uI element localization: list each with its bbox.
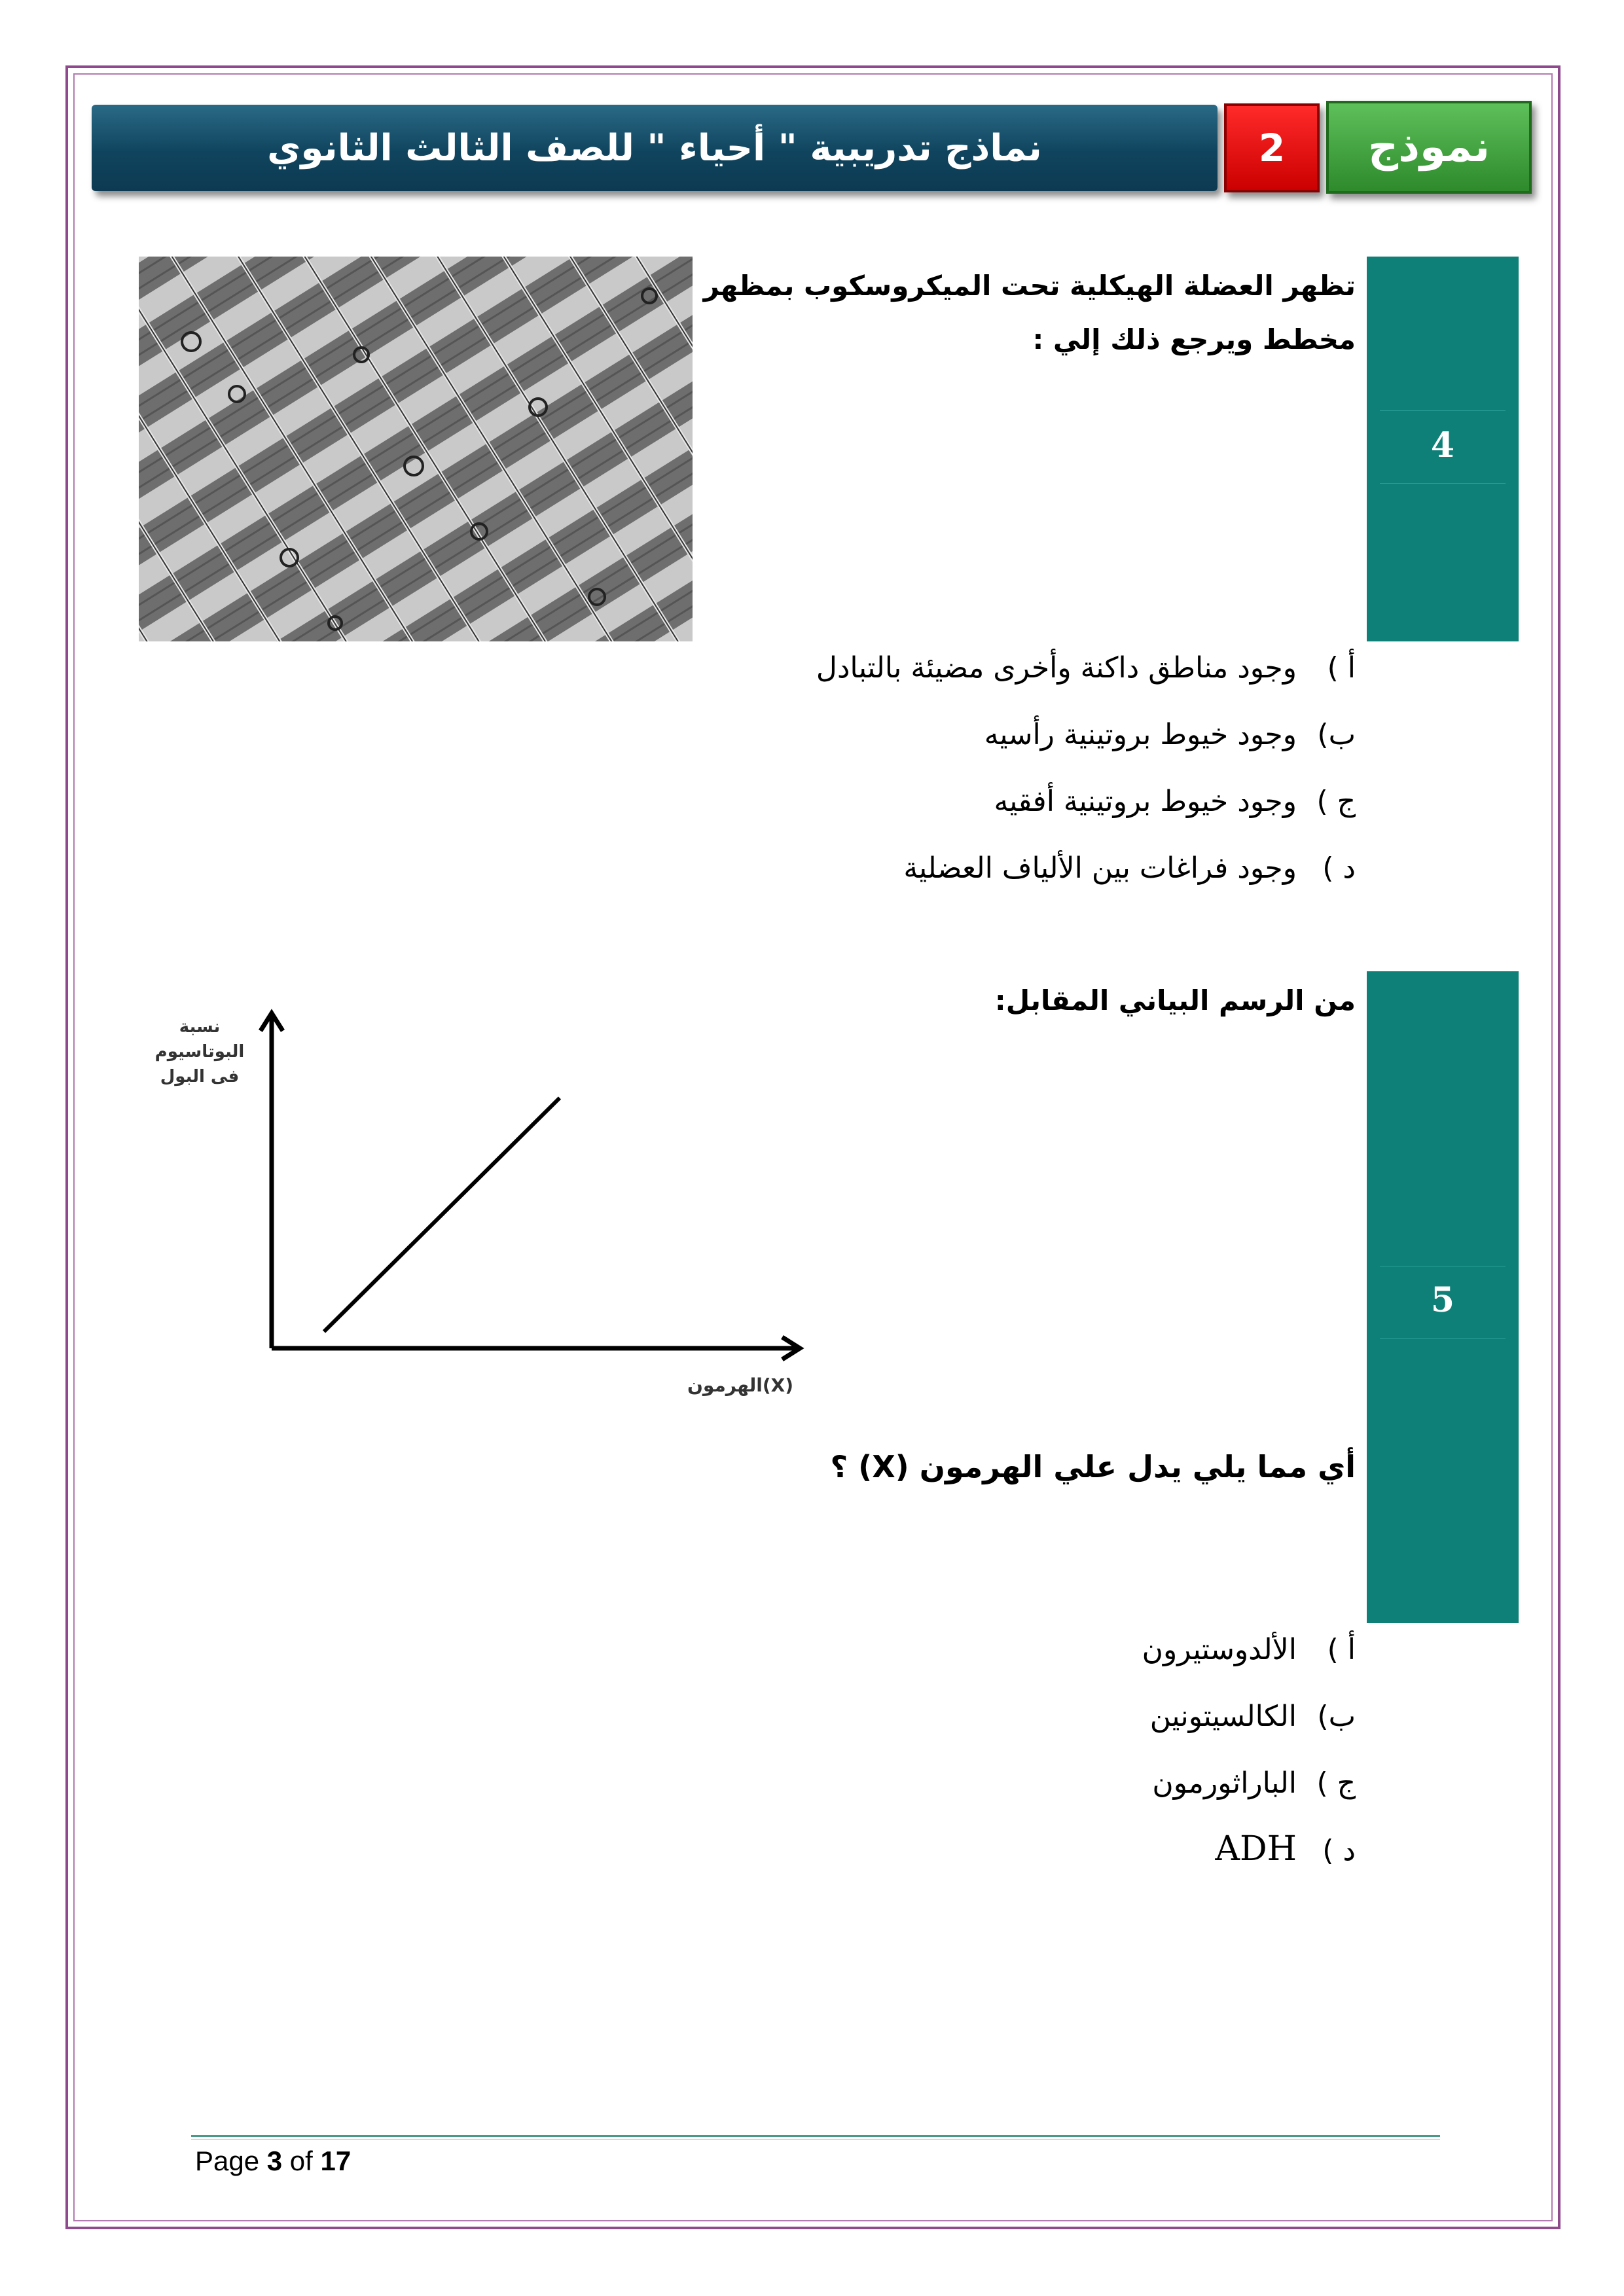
question-4-stem (704, 259, 1356, 367)
option-text: وجود خيوط بروتينية رأسيه (984, 718, 1297, 751)
header-title: نماذج تدريبية " أحياء " للصف الثالث الثانوي (92, 105, 1218, 191)
option-letter: د ) (1322, 852, 1356, 885)
question-4-stem-line1: تظهر العضلة الهيكلية تحت الميكروسكوب بمظهر (703, 270, 1356, 302)
page-footer (195, 2145, 351, 2177)
option-text: ADH (1215, 1829, 1297, 1869)
option-letter: ج ) (1316, 1767, 1356, 1800)
option-text: وجود مناطق داكنة وأخرى مضيئة بالتبادل (816, 651, 1297, 685)
question-number-bar-4 (1367, 257, 1519, 641)
question-5-option-d[interactable] (1215, 1829, 1356, 1869)
model-number-badge: 2 (1224, 103, 1320, 192)
option-text: وجود خيوط بروتينية أفقيه (994, 785, 1297, 818)
graph-series-line (324, 1098, 560, 1332)
question-5-option-a[interactable] (1142, 1633, 1356, 1666)
page-current: 3 (266, 2145, 283, 2176)
page-total: 17 (320, 2145, 352, 2176)
option-letter: ج ) (1316, 785, 1356, 818)
option-letter: ب) (1317, 718, 1356, 751)
option-text: وجود فراغات بين الألياف العضلية (903, 852, 1297, 885)
muscle-micrograph-image (139, 257, 693, 641)
question-5-option-c[interactable] (1152, 1767, 1356, 1800)
question-4-stem-line2: مخطط ويرجع ذلك إلي : (1032, 323, 1356, 355)
option-text: الباراثورمون (1152, 1767, 1297, 1800)
graph-y-axis-label: نسبة البوتاسيوم فى البول (154, 1017, 245, 1086)
hormone-potassium-graph (144, 1001, 818, 1407)
question-4-option-a[interactable] (816, 651, 1356, 685)
option-text: الألدوستيرون (1142, 1633, 1297, 1666)
question-number: 4 (1430, 425, 1455, 465)
question-4-option-d[interactable] (903, 852, 1356, 885)
model-label-badge: نموذج (1326, 101, 1532, 194)
question-4-option-b[interactable] (984, 718, 1356, 751)
question-5-stem: من الرسم البياني المقابل: (994, 984, 1356, 1016)
footer-divider (191, 2135, 1440, 2137)
of-word: of (289, 2145, 313, 2176)
question-number-bar-5 (1367, 971, 1519, 1623)
question-4-option-c[interactable] (994, 785, 1356, 818)
question-number: 5 (1430, 1280, 1455, 1320)
option-letter: أ ) (1327, 651, 1356, 685)
option-letter: د ) (1322, 1834, 1356, 1867)
footer-divider-thin (191, 2139, 1440, 2140)
page-word: Page (195, 2145, 260, 2176)
option-letter: أ ) (1327, 1633, 1356, 1666)
option-letter: ب) (1317, 1700, 1356, 1733)
question-5-question: أي مما يلي يدل علي الهرمون (X) ؟ (830, 1449, 1356, 1484)
question-5-option-b[interactable] (1150, 1700, 1356, 1733)
graph-x-axis-label: الهرمون(X) (687, 1374, 793, 1396)
option-text: الكالسيتونين (1149, 1700, 1297, 1733)
